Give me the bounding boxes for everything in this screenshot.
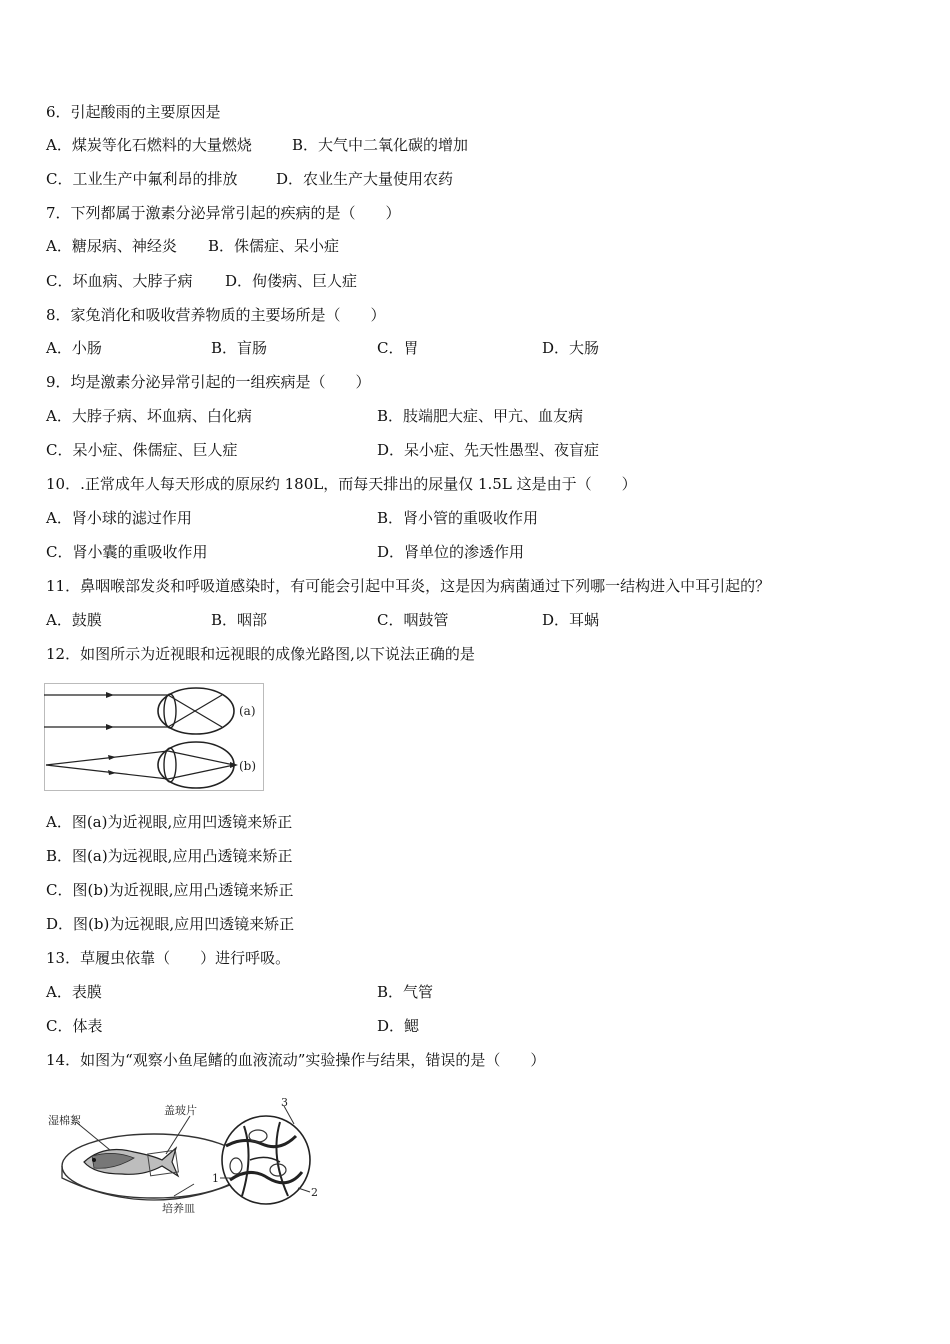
q11-option-d: D．耳蜗 — [542, 611, 600, 629]
q13-option-b: B．气管 — [377, 983, 434, 1001]
q7-option-c: C．坏血病、大脖子病 — [46, 272, 193, 290]
q12-option-d: D．图(b)为远视眼,应用凹透镜来矫正 — [46, 915, 295, 933]
question-10-stem: 10．.正常成年人每天形成的原尿约 180L，而每天排出的尿量仅 1.5L 这是由于（ ） — [46, 475, 637, 493]
eye-b-icon — [158, 742, 234, 788]
microscope-field-icon — [222, 1116, 310, 1204]
q6-option-b: B．大气中二氧化碳的增加 — [292, 136, 469, 154]
question-7-stem: 7．下列都属于激素分泌异常引起的疾病的是（ ） — [46, 204, 401, 222]
question-14-stem: 14．如图为“观察小鱼尾鳍的血液流动”实验操作与结果，错误的是（ ） — [46, 1051, 546, 1069]
q8-option-a: A．小肠 — [46, 339, 102, 357]
question-11-stem: 11．鼻咽喉部发炎和呼吸道感染时，有可能会引起中耳炎，这是因为病菌通过下列哪一结构进入中耳引起的？ — [46, 577, 771, 595]
label-1: 1 — [212, 1172, 219, 1185]
question-13-stem: 13．草履虫依靠（ ）进行呼吸。 — [46, 949, 291, 967]
q10-option-b: B．肾小管的重吸收作用 — [377, 509, 539, 527]
q13-option-c: C．体表 — [46, 1017, 103, 1035]
q7-option-d: D．佝偻病、巨人症 — [225, 272, 358, 290]
label-2: 2 — [311, 1186, 318, 1199]
q9-option-d: D．呆小症、先天性愚型、夜盲症 — [377, 441, 600, 459]
question-9-stem: 9．均是激素分泌异常引起的一组疾病是（ ） — [46, 373, 371, 391]
q6-option-d: D．农业生产大量使用农药 — [276, 170, 454, 188]
q6-option-c: C．工业生产中氟利昂的排放 — [46, 170, 238, 188]
q7-option-b: B．侏儒症、呆小症 — [208, 237, 340, 255]
q9-option-c: C．呆小症、侏儒症、巨人症 — [46, 441, 238, 459]
q10-option-c: C．肾小囊的重吸收作用 — [46, 543, 208, 561]
q8-option-c: C．胃 — [377, 339, 419, 357]
q12-option-c: C．图(b)为近视眼,应用凸透镜来矫正 — [46, 881, 294, 899]
question-8-stem: 8．家兔消化和吸收营养物质的主要场所是（ ） — [46, 306, 386, 324]
q9-option-b: B．肢端肥大症、甲亢、血友病 — [377, 407, 584, 425]
q8-option-d: D．大肠 — [542, 339, 600, 357]
q12-option-a: A．图(a)为近视眼,应用凹透镜来矫正 — [46, 813, 293, 831]
label-petri-dish: 培养皿 — [162, 1202, 195, 1214]
q12-option-b: B．图(a)为远视眼,应用凸透镜来矫正 — [46, 847, 293, 865]
label-cover-glass: 盖玻片 — [164, 1104, 197, 1117]
question-6-stem: 6．引起酸雨的主要原因是 — [46, 103, 221, 121]
question-12-stem: 12．如图所示为近视眼和远视眼的成像光路图,以下说法正确的是 — [46, 645, 475, 663]
label-wet-cotton: 湿棉絮 — [48, 1114, 81, 1127]
q6-option-a: A．煤炭等化石燃料的大量燃烧 — [46, 136, 252, 154]
q10-option-d: D．肾单位的渗透作用 — [377, 543, 525, 561]
q9-option-a: A．大脖子病、坏血病、白化病 — [46, 407, 252, 425]
eye-optics-diagram — [44, 683, 264, 791]
q11-option-a: A．鼓膜 — [46, 611, 102, 629]
q13-option-d: D．鳃 — [377, 1017, 420, 1035]
eye-b-label: (b) — [239, 759, 257, 773]
q10-option-a: A．肾小球的滤过作用 — [46, 509, 192, 527]
eye-a-label: (a) — [239, 704, 256, 718]
label-3: 3 — [281, 1096, 288, 1109]
q13-option-a: A．表膜 — [46, 983, 102, 1001]
fish-tail-diagram — [44, 1096, 334, 1214]
q11-option-b: B．咽部 — [211, 611, 268, 629]
q8-option-b: B．盲肠 — [211, 339, 268, 357]
q7-option-a: A．糖尿病、神经炎 — [46, 237, 177, 255]
q11-option-c: C．咽鼓管 — [377, 611, 449, 629]
lens-b-icon — [164, 748, 176, 782]
